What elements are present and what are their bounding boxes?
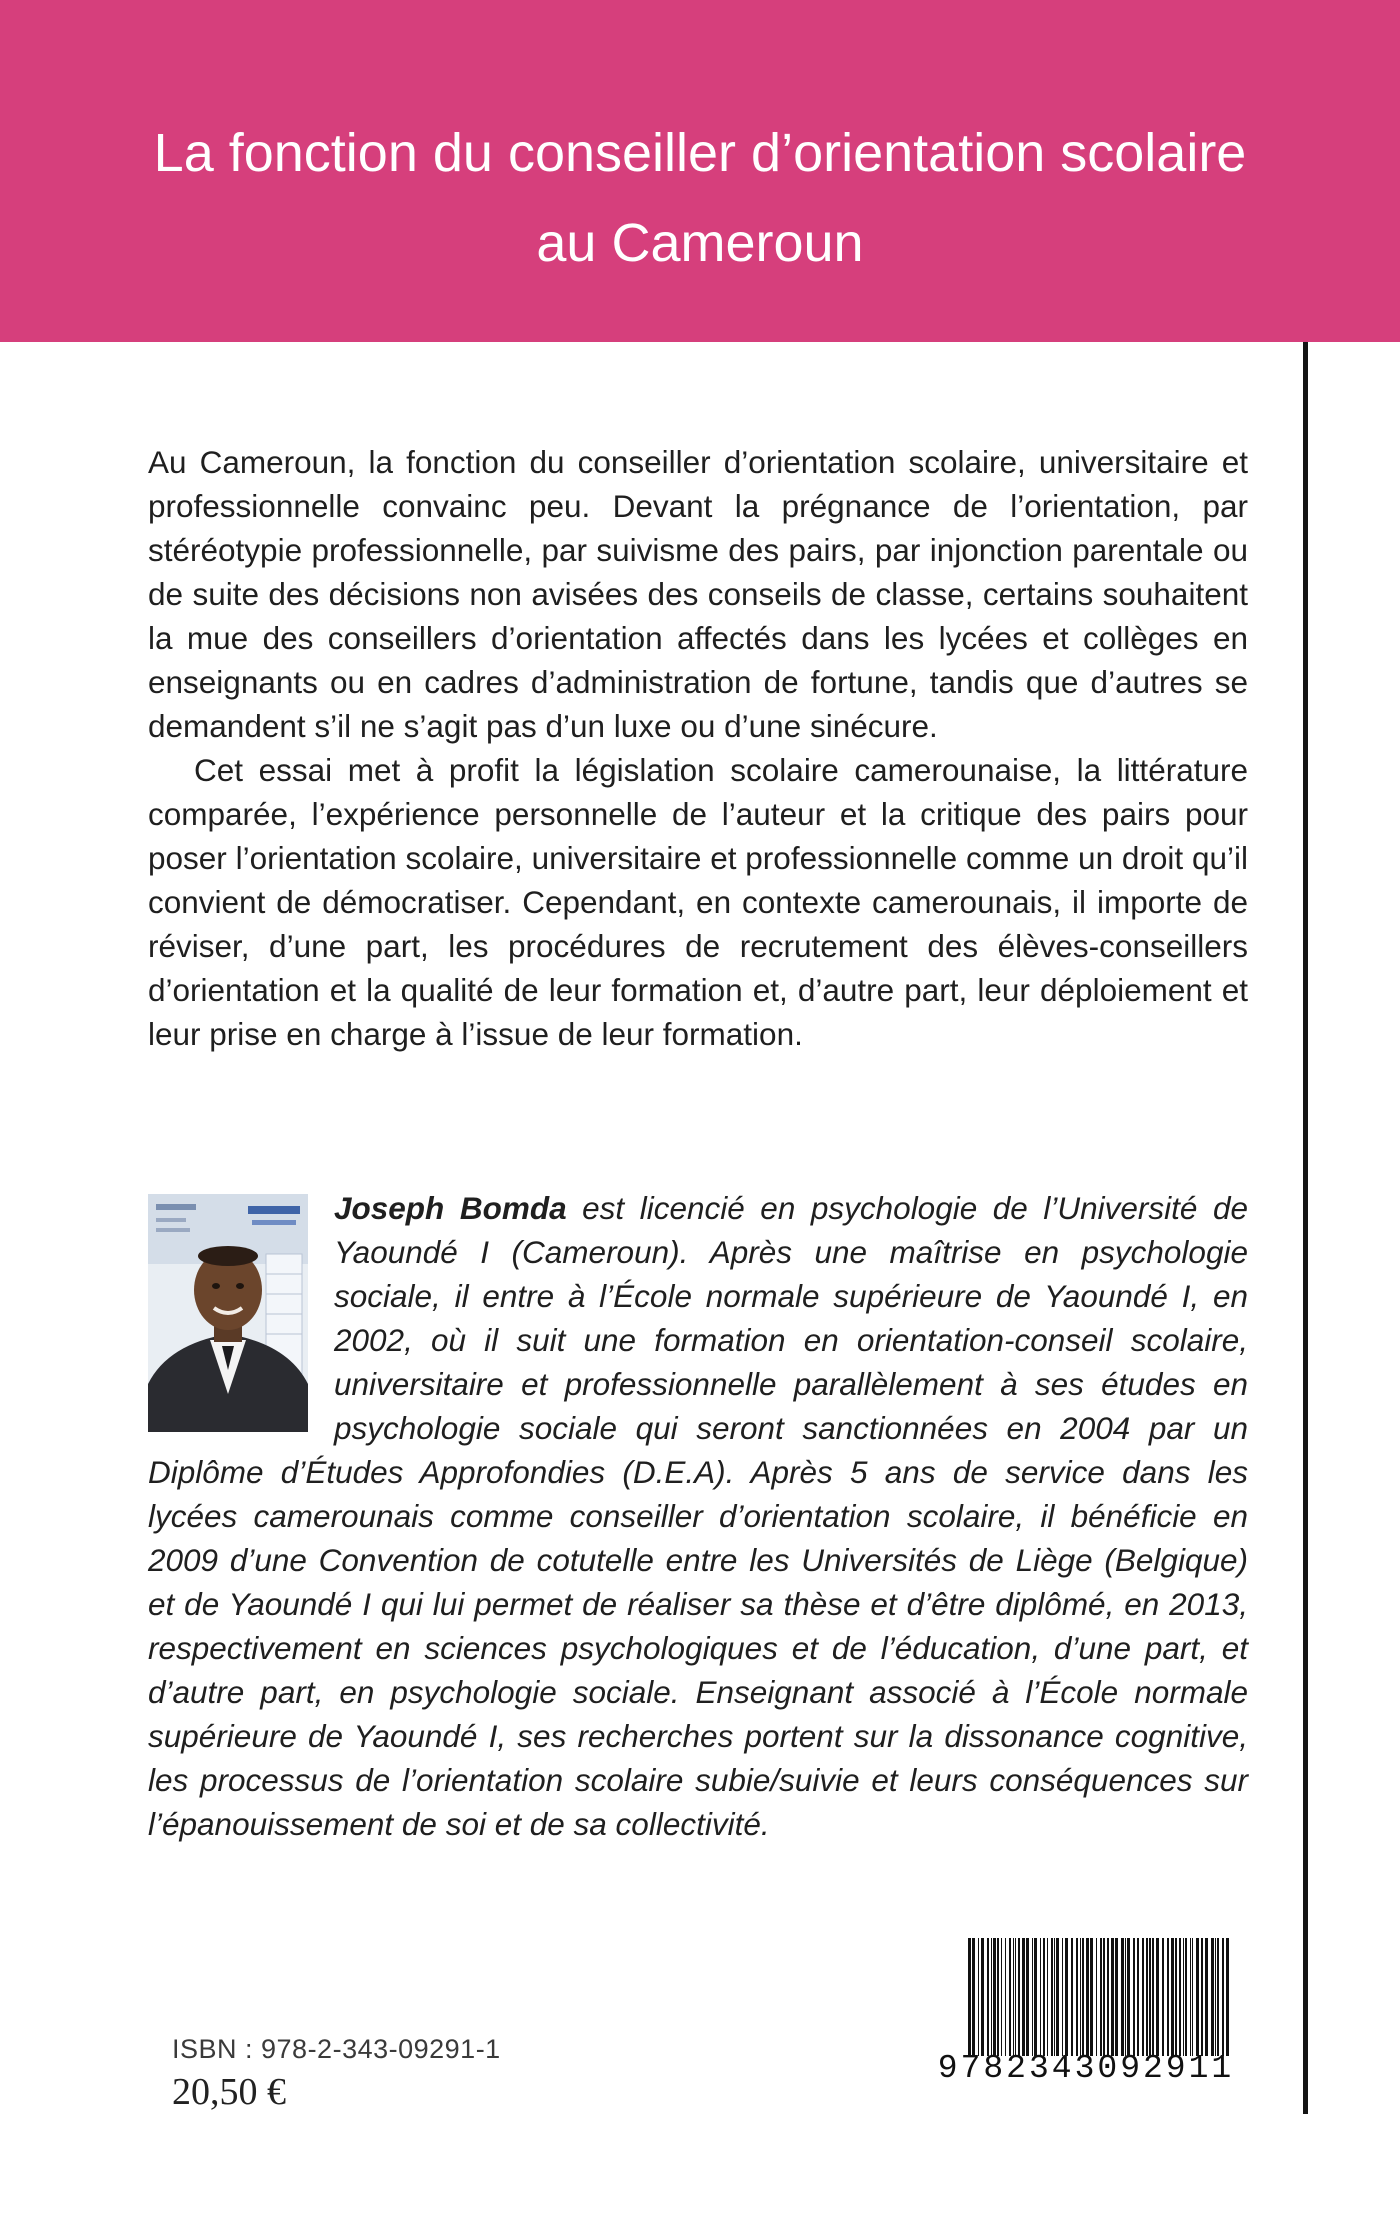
author-name: Joseph Bomda bbox=[334, 1190, 567, 1226]
author-biography bbox=[148, 1186, 1248, 1846]
barcode-bar bbox=[1205, 1938, 1208, 2056]
barcode-bar bbox=[1137, 1938, 1139, 2056]
barcode-bar bbox=[1192, 1938, 1193, 2056]
barcode-bar bbox=[987, 1938, 989, 2056]
summary-paragraph-1: Au Cameroun, la fonction du conseiller d’orientation scolaire, universitaire et professionnelle convainc peu. Devant la prégnance de l’orientation, par stéréotypie professionnelle, par suivisme des pairs, par injonction parentale ou de suite des décisions non avisées des conseils de classe, certains souhaitent la mue des conseillers d’orientation affectés dans les lycées et collèges en enseignants ou en cadres d’administration de fortune, tandis que d’autres se demandent s’il ne s’agit pas d’un luxe ou d’une sinécure. bbox=[148, 444, 1248, 744]
barcode-bar bbox=[1026, 1938, 1029, 2056]
barcode-bar bbox=[1076, 1938, 1078, 2056]
barcode-bar bbox=[1201, 1938, 1203, 2056]
barcode-bar bbox=[1190, 1938, 1191, 2056]
barcode-bar bbox=[1013, 1938, 1014, 2056]
barcode-bar bbox=[1071, 1938, 1073, 2056]
barcode-bar bbox=[1082, 1938, 1084, 2056]
barcode-bar bbox=[981, 1938, 984, 2056]
barcode-bar bbox=[1175, 1938, 1177, 2056]
barcode-bar bbox=[1149, 1938, 1151, 2056]
barcode-bar bbox=[968, 1938, 971, 2056]
barcode-bar bbox=[1217, 1938, 1219, 2056]
barcode-bar bbox=[1090, 1938, 1093, 2056]
barcode-bar bbox=[1152, 1938, 1154, 2056]
barcode-bar bbox=[1022, 1938, 1025, 2056]
barcode-bar bbox=[1171, 1938, 1174, 2056]
title-line-2: au Cameroun bbox=[536, 213, 864, 273]
barcode-bar bbox=[972, 1938, 975, 2056]
barcode-bar bbox=[1142, 1938, 1144, 2056]
barcode-bar bbox=[1100, 1938, 1102, 2056]
barcode-bar bbox=[997, 1938, 999, 2056]
barcode-bar bbox=[1121, 1938, 1124, 2056]
barcode-bar bbox=[1183, 1938, 1184, 2056]
barcode-bar bbox=[1034, 1938, 1037, 2056]
book-title bbox=[40, 108, 1360, 288]
isbn: ISBN : 978-2-343-09291-1 bbox=[172, 2034, 501, 2064]
barcode-bar bbox=[1062, 1938, 1063, 2056]
barcode-bar bbox=[1226, 1938, 1229, 2056]
barcode-bar bbox=[1032, 1938, 1033, 2056]
barcode-bar bbox=[1043, 1938, 1045, 2056]
barcode-bar bbox=[1222, 1938, 1224, 2056]
barcode-bar bbox=[1107, 1938, 1109, 2056]
barcode-bars bbox=[966, 1938, 1234, 2056]
barcode-bar bbox=[1018, 1938, 1020, 2056]
barcode-bar bbox=[1080, 1938, 1081, 2056]
barcode-bar bbox=[1179, 1938, 1181, 2056]
barcode-bar bbox=[1040, 1938, 1041, 2056]
barcode-bar bbox=[1065, 1938, 1068, 2056]
barcode-bar bbox=[1215, 1938, 1216, 2056]
barcode-bar bbox=[1125, 1938, 1126, 2056]
barcode-bar bbox=[1111, 1938, 1114, 2056]
barcode-bar bbox=[1196, 1938, 1199, 2056]
barcode-bar bbox=[1054, 1938, 1055, 2056]
spine-rule bbox=[1303, 342, 1308, 2114]
barcode-bar bbox=[1051, 1938, 1053, 2056]
barcode-bar bbox=[1146, 1938, 1148, 2056]
barcode-bar bbox=[1211, 1938, 1214, 2056]
author-bio-text: est licencié en psychologie de l’Université de Yaoundé I (Cameroun). Après une maîtrise en psychologie sociale, il entre à l’École normale supérieure de Yaoundé I, en 2002, où il suit une formation en orientation-conseil scolaire, universitaire et professionnelle parallèlement à ses études en psychologie sociale qui seront sanctionnées en 2004 par un Diplôme d’Études Approfondies (D.E.A). Après 5 ans de service dans les lycées camerounais comme conseiller d’orientation scolaire, il bénéficie en 2009 d’une Convention de cotutelle entre les Universités de Liège (Belgique) et de Yaoundé I qui lui permet de réaliser sa thèse et d’être diplômé, en 2013, respectivement en sciences psychologiques et de l’éducation, d’une part, et d’autre part, en psychologie sociale. Enseignant associé à l’École normale supérieure de Yaoundé I, ses recherches portent sur la dissonance cognitive, les processus de l’orientation scolaire subie/suivie et leurs conséquences sur l’épanouissement de soi et de sa collectivité. bbox=[148, 1190, 1248, 1842]
barcode-bar bbox=[1162, 1938, 1164, 2056]
barcode-bar bbox=[1167, 1938, 1169, 2056]
book-summary bbox=[148, 440, 1248, 1056]
barcode-bar bbox=[1133, 1938, 1135, 2056]
barcode-bar bbox=[1185, 1938, 1187, 2056]
barcode-bar bbox=[1156, 1938, 1159, 2056]
barcode-bar bbox=[1009, 1938, 1011, 2056]
barcode-bar bbox=[1103, 1938, 1105, 2056]
barcode-bar bbox=[1005, 1938, 1006, 2056]
barcode-digits: 9782343092911 bbox=[937, 2050, 1235, 2087]
barcode-bar bbox=[1096, 1938, 1097, 2056]
barcode-bar bbox=[1056, 1938, 1059, 2056]
price: 20,50 € bbox=[172, 2071, 286, 2113]
barcode-bar bbox=[1086, 1938, 1089, 2056]
cover-header-band bbox=[0, 0, 1400, 342]
barcode-bar bbox=[978, 1938, 979, 2056]
author-photo bbox=[148, 1194, 308, 1432]
barcode bbox=[936, 1938, 1236, 2088]
barcode-bar bbox=[1115, 1938, 1118, 2056]
summary-paragraph-2: Cet essai met à profit la législation scolaire camerounaise, la littérature comparée, l’expérience personnelle de l’auteur et la critique des pairs pour poser l’orientation scolaire, universitaire et professionnelle comme un droit qu’il convient de démocratiser. Cependant, en contexte camerounais, il importe de réviser, d’une part, les procédures de recrutement des élèves-conseillers d’orientation et la qualité de leur formation et, d’autre part, leur déploiement et leur prise en charge à l’issue de leur formation. bbox=[148, 752, 1248, 1052]
barcode-bar bbox=[1015, 1938, 1016, 2056]
author-portrait-image bbox=[148, 1194, 308, 1432]
title-line-1: La fonction du conseiller d’orientation scolaire bbox=[153, 123, 1247, 183]
barcode-bar bbox=[991, 1938, 992, 2056]
barcode-bar bbox=[1047, 1938, 1048, 2056]
barcode-bar bbox=[993, 1938, 996, 2056]
barcode-bar bbox=[1001, 1938, 1002, 2056]
barcode-bar bbox=[1127, 1938, 1130, 2056]
